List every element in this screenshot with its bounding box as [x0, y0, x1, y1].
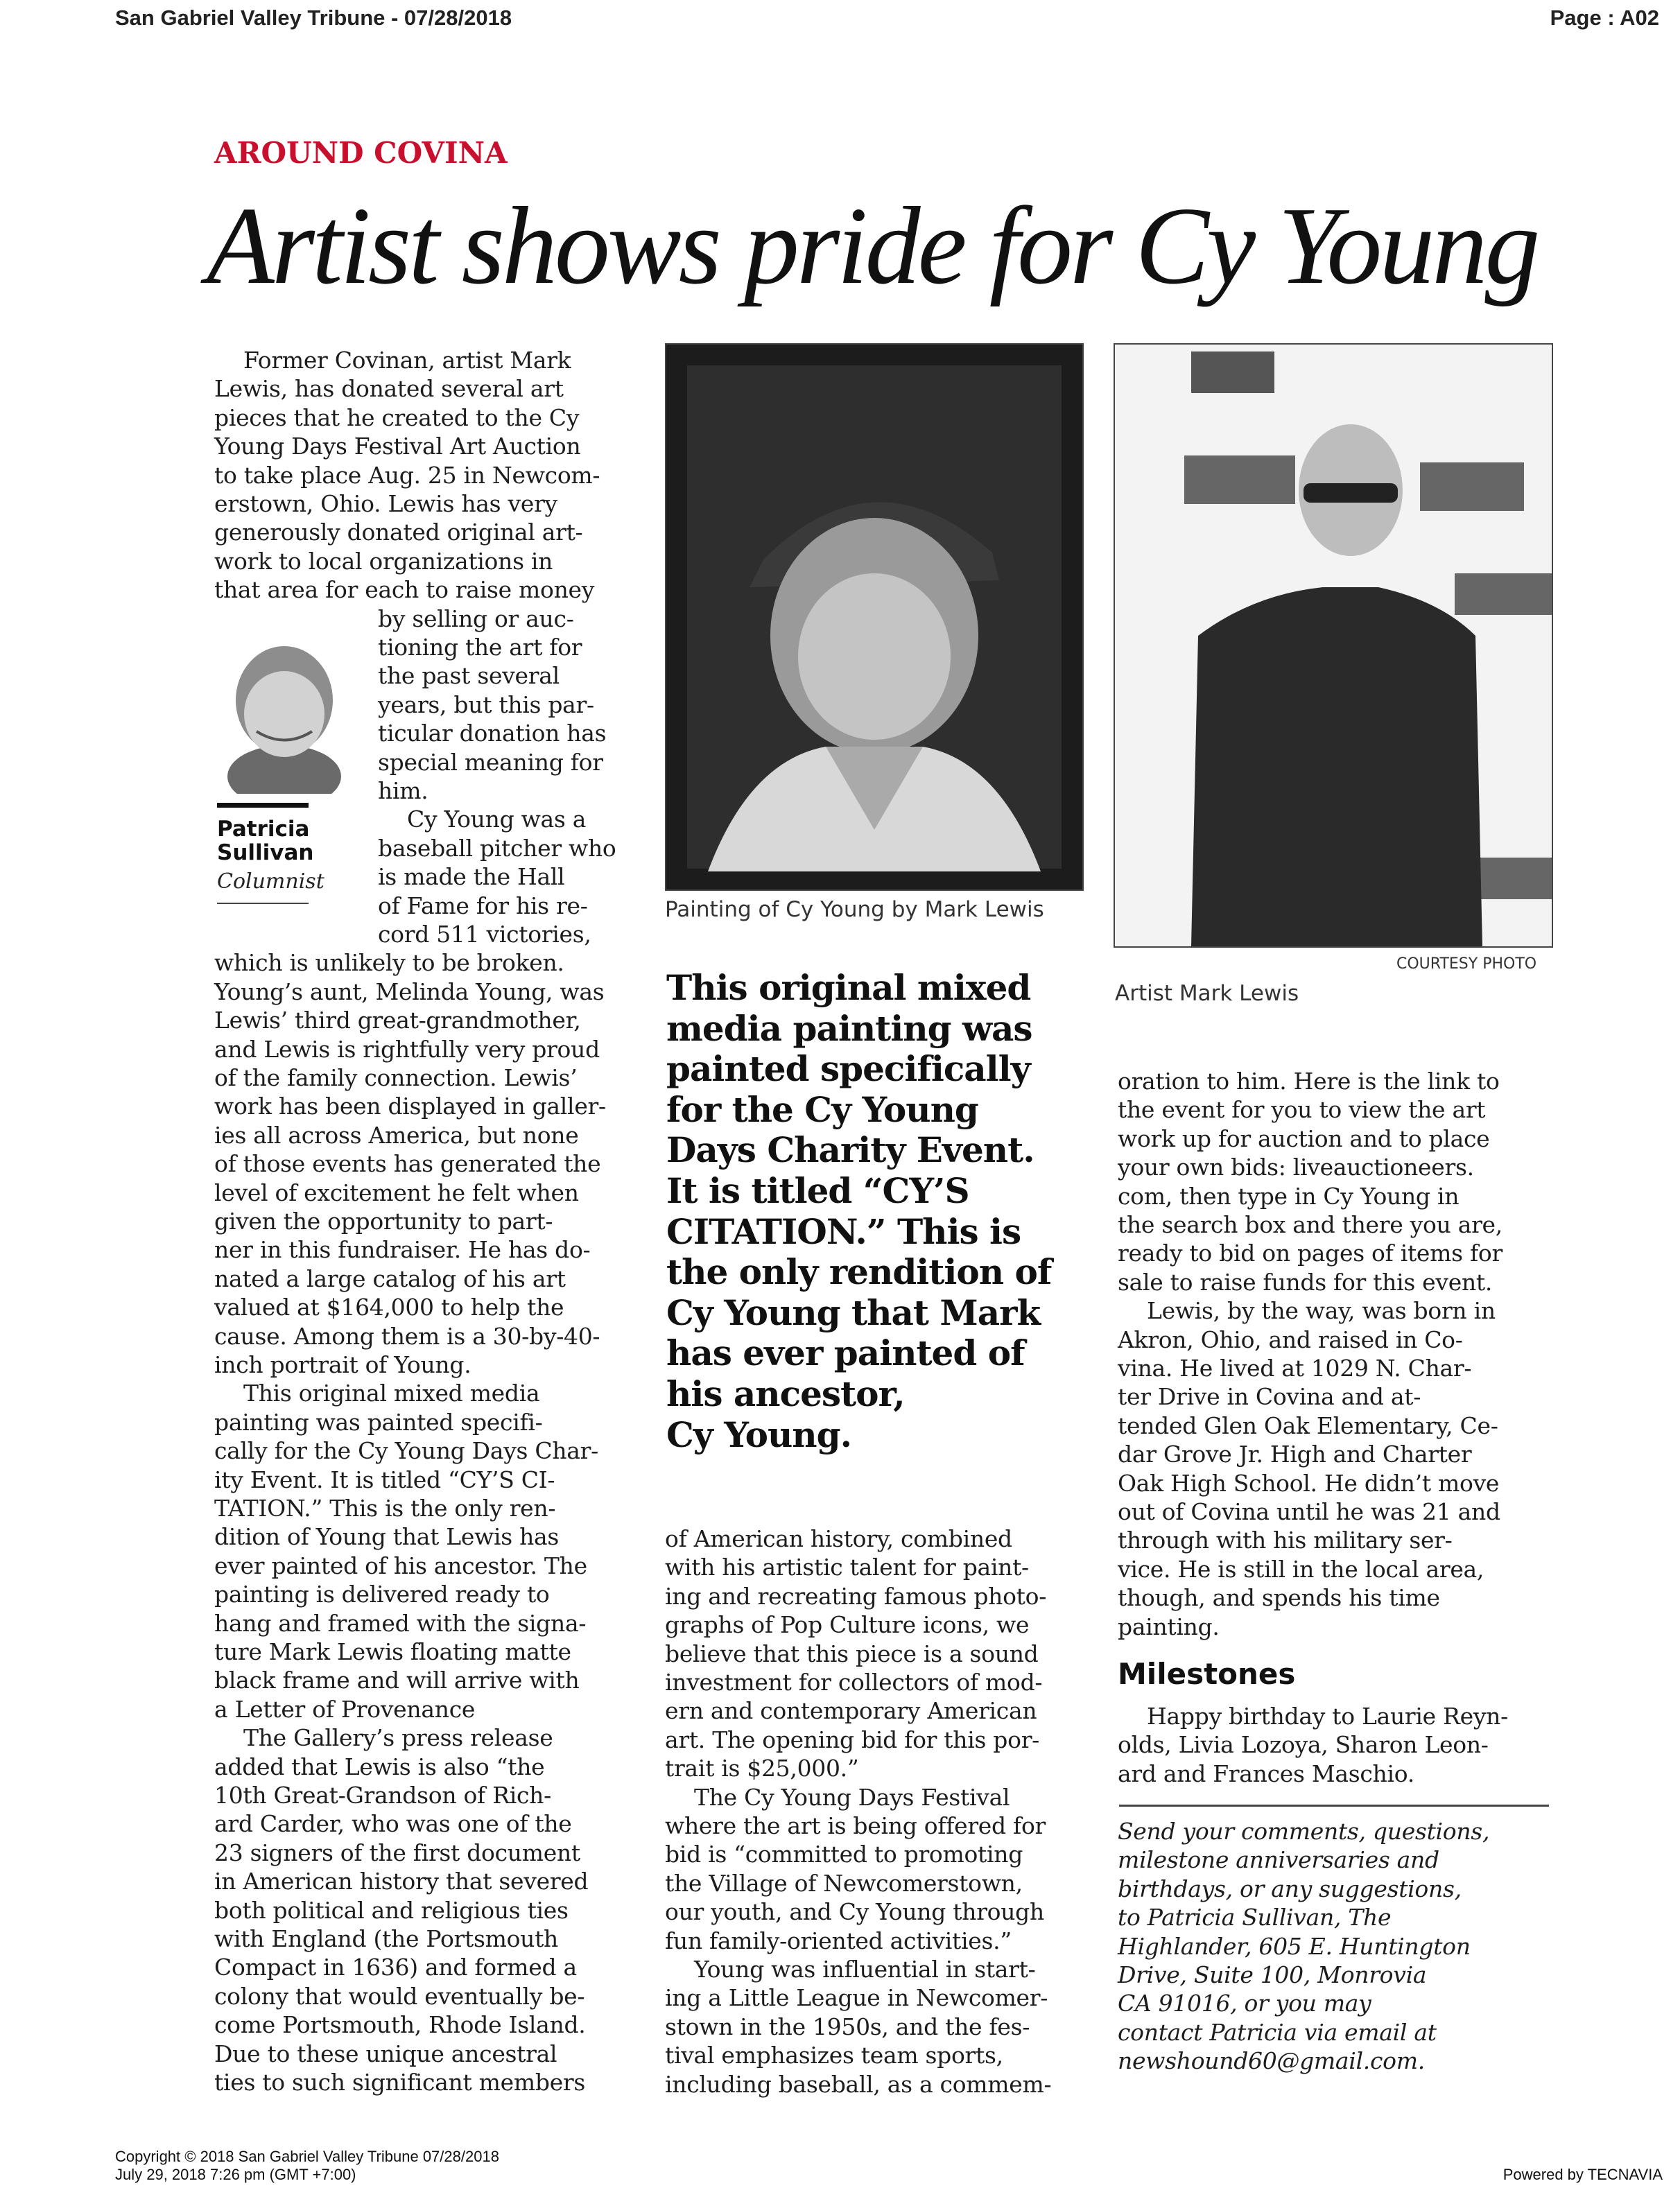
- text-line: sale to raise funds for this event.: [1118, 1268, 1493, 1296]
- text-line: inch portrait of Young.: [214, 1351, 471, 1378]
- text-line: of those events has generated the: [214, 1150, 601, 1178]
- text-line: vice. He is still in the local area,: [1118, 1555, 1484, 1583]
- text-line: the Village of Newcomerstown,: [665, 1869, 1023, 1897]
- headline: Artist shows pride for Cy Young: [207, 184, 1538, 307]
- photo-credit: COURTESY PHOTO: [1396, 955, 1537, 973]
- text-line: ready to bid on pages of items for: [1118, 1240, 1503, 1267]
- text-line: out of Covina until he was 21 and: [1118, 1498, 1500, 1525]
- painting-of-cy-young: [665, 343, 1084, 891]
- text-line: ies all across America, but none: [214, 1121, 579, 1149]
- text-line: black frame and will arrive with: [214, 1667, 580, 1694]
- publication-header: San Gabriel Valley Tribune - 07/28/2018: [115, 6, 512, 30]
- section-kicker: AROUND COVINA: [214, 136, 508, 170]
- text-line: vina. He lived at 1029 N. Char-: [1118, 1355, 1472, 1382]
- text-line: through with his military ser-: [1118, 1527, 1453, 1554]
- text-line: your own bids: liveauctioneers.: [1118, 1154, 1474, 1181]
- text-line: by selling or auc-: [378, 605, 574, 632]
- text-line: baseball pitcher who: [378, 834, 616, 862]
- text-line: Oak High School. He didn’t move: [1118, 1469, 1500, 1497]
- text-line: cord 511 victories,: [378, 921, 591, 948]
- text-line: ing a Little League in Newcomer-: [665, 1984, 1048, 2012]
- byline-last-name: Sullivan: [217, 840, 314, 865]
- text-line: CITATION.” This is: [666, 1210, 1021, 1252]
- text-line: of the family connection. Lewis’: [214, 1064, 578, 1091]
- text-line: media painting was: [666, 1007, 1032, 1049]
- text-line: 23 signers of the first document: [214, 1839, 580, 1866]
- text-line: stown in the 1950s, and the fes-: [665, 2013, 1030, 2040]
- text-line: come Portsmouth, Rhode Island.: [214, 2011, 586, 2039]
- byline-first-name: Patricia: [217, 817, 310, 842]
- text-line: Cy Young that Mark: [666, 1292, 1041, 1333]
- text-line: the only rendition of: [666, 1251, 1052, 1293]
- text-line: ticular donation has: [378, 720, 607, 747]
- columnist-portrait: [225, 634, 343, 794]
- text-line: Young Days Festival Art Auction: [214, 433, 581, 460]
- text-line: ity Event. It is titled “CY’S CI-: [214, 1466, 555, 1493]
- text-line: Young was influential in start-: [694, 1956, 1036, 1983]
- byline-rule: [217, 803, 309, 808]
- text-line: given the opportunity to part-: [214, 1208, 553, 1235]
- text-line: ever painted of his ancestor. The: [214, 1552, 587, 1579]
- text-line: the event for you to view the art: [1118, 1096, 1486, 1124]
- text-line: special meaning for: [378, 748, 603, 776]
- photo-caption: Artist Mark Lewis: [1115, 981, 1299, 1006]
- text-line: Send your comments, questions,: [1118, 1818, 1490, 1845]
- text-line: of American history, combined: [665, 1525, 1012, 1552]
- text-line: ner in this fundraiser. He has do-: [214, 1236, 591, 1264]
- text-line: generously donated original art-: [214, 519, 583, 546]
- text-line: newshound60@gmail.com.: [1118, 2047, 1425, 2075]
- text-line: ing and recreating famous photo-: [665, 1582, 1047, 1610]
- text-line: The Gallery’s press release: [243, 1724, 553, 1752]
- text-line: trait is $25,000.”: [665, 1755, 859, 1782]
- text-line: dition of Young that Lewis has: [214, 1523, 560, 1551]
- text-line: of Fame for his re-: [378, 892, 588, 919]
- text-line: years, but this par-: [378, 691, 594, 718]
- text-line: colony that would eventually be-: [214, 1982, 585, 2010]
- text-line: painting.: [1118, 1613, 1220, 1640]
- text-line: Highlander, 605 E. Huntington: [1118, 1932, 1471, 1960]
- text-line: olds, Livia Lozoya, Sharon Leon-: [1118, 1731, 1489, 1759]
- text-line: the search box and there you are,: [1118, 1211, 1503, 1238]
- text-line: is made the Hall: [378, 863, 565, 891]
- text-line: our youth, and Cy Young through: [665, 1898, 1044, 1926]
- text-line: where the art is being offered for: [665, 1812, 1046, 1839]
- text-line: CA 91016, or you may: [1118, 1990, 1371, 2017]
- text-line: added that Lewis is also “the: [214, 1753, 545, 1780]
- text-line: Young’s aunt, Melinda Young, was: [214, 978, 605, 1005]
- text-line: to take place Aug. 25 in Newcom-: [214, 461, 600, 489]
- text-line: work to local organizations in: [214, 547, 553, 575]
- text-line: tended Glen Oak Elementary, Ce-: [1118, 1412, 1498, 1439]
- text-line: Due to these unique ancestral: [214, 2040, 557, 2067]
- text-line: art. The opening bid for this por-: [665, 1726, 1040, 1753]
- text-line: painting is delivered ready to: [214, 1581, 550, 1608]
- text-line: pieces that he created to the Cy: [214, 403, 580, 431]
- text-line: cause. Among them is a 30-by-40-: [214, 1322, 600, 1350]
- text-line: contact Patricia via email at: [1118, 2018, 1437, 2046]
- footer-printed-date: July 29, 2018 7:26 pm (GMT +7:00): [115, 2166, 356, 2183]
- text-line: level of excitement he felt when: [214, 1179, 579, 1206]
- text-line: in American history that severed: [214, 1868, 589, 1895]
- text-line: ture Mark Lewis floating matte: [214, 1638, 571, 1665]
- text-line: hang and framed with the signa-: [214, 1609, 587, 1637]
- text-line: valued at $164,000 to help the: [214, 1294, 564, 1321]
- text-line: Lewis, has donated several art: [214, 375, 564, 403]
- text-line: work up for auction and to place: [1118, 1124, 1490, 1152]
- text-line: bid is “committed to promoting: [665, 1841, 1023, 1868]
- text-line: that area for each to raise money: [214, 576, 595, 604]
- footer-powered-by: Powered by TECNAVIA: [1503, 2166, 1663, 2183]
- text-line: believe that this piece is a sound: [665, 1640, 1039, 1667]
- text-line: fun family-oriented activities.”: [665, 1927, 1012, 1954]
- text-line: ter Drive in Covina and at-: [1118, 1383, 1421, 1411]
- text-line: investment for collectors of mod-: [665, 1669, 1043, 1696]
- text-line: TATION.” This is the only ren-: [214, 1495, 556, 1522]
- text-line: though, and spends his time: [1118, 1584, 1440, 1612]
- artist-photo-image: [1115, 345, 1552, 946]
- text-line: milestone anniversaries and: [1118, 1846, 1439, 1874]
- text-line: dar Grove Jr. High and Charter: [1118, 1441, 1472, 1468]
- text-line: has ever painted of: [666, 1332, 1025, 1374]
- byline-role: Columnist: [217, 869, 324, 894]
- milestones-heading: Milestones: [1118, 1657, 1296, 1691]
- text-line: ties to such significant members: [214, 2069, 586, 2096]
- text-line: and Lewis is rightfully very proud: [214, 1035, 600, 1063]
- text-line: nated a large catalog of his art: [214, 1265, 566, 1292]
- text-line: with his artistic talent for paint-: [665, 1554, 1029, 1581]
- text-line: This original mixed media: [243, 1380, 540, 1407]
- text-line: Lewis’ third great-grandmother,: [214, 1007, 581, 1034]
- text-line: tival emphasizes team sports,: [665, 2042, 1003, 2069]
- text-line: erstown, Ohio. Lewis has very: [214, 490, 557, 517]
- text-line: to Patricia Sullivan, The: [1118, 1904, 1392, 1931]
- text-line: This original mixed: [666, 967, 1031, 1008]
- text-line: his ancestor,: [666, 1373, 905, 1414]
- byline-bottom-rule: [217, 903, 309, 904]
- text-line: for the Cy Young: [666, 1088, 978, 1130]
- text-line: ern and contemporary American: [665, 1697, 1037, 1725]
- text-line: the past several: [378, 662, 560, 690]
- text-line: including baseball, as a commem-: [665, 2070, 1052, 2098]
- contact-divider: [1119, 1805, 1549, 1807]
- text-line: Akron, Ohio, and raised in Co-: [1118, 1326, 1463, 1353]
- text-line: tioning the art for: [378, 634, 582, 661]
- text-line: him.: [378, 777, 428, 804]
- text-line: It is titled “CY’S: [666, 1170, 969, 1211]
- text-line: both political and religious ties: [214, 1896, 569, 1924]
- painting-caption: Painting of Cy Young by Mark Lewis: [665, 897, 1044, 922]
- text-line: which is unlikely to be broken.: [214, 949, 564, 977]
- text-line: Cy Young.: [666, 1414, 852, 1455]
- text-line: a Letter of Provenance: [214, 1695, 476, 1723]
- text-line: oration to him. Here is the link to: [1118, 1068, 1500, 1095]
- text-line: work has been displayed in galler-: [214, 1093, 606, 1120]
- text-line: Compact in 1636) and formed a: [214, 1954, 577, 1981]
- painting-image: [666, 345, 1082, 889]
- text-line: com, then type in Cy Young in: [1118, 1182, 1460, 1210]
- text-line: painted specifically: [666, 1048, 1030, 1090]
- text-line: Drive, Suite 100, Monrovia: [1118, 1961, 1427, 1988]
- page-number: Page : A02: [1550, 6, 1659, 30]
- footer-copyright: Copyright © 2018 San Gabriel Valley Tribune 07/28/2018: [115, 2148, 499, 2165]
- text-line: ard and Frances Maschio.: [1118, 1760, 1414, 1787]
- text-line: Cy Young was a: [407, 806, 587, 833]
- text-line: Former Covinan, artist Mark: [243, 347, 571, 374]
- text-line: painting was painted specifi-: [214, 1408, 543, 1436]
- artist-photo: [1114, 343, 1553, 948]
- text-line: ard Carder, who was one of the: [214, 1810, 572, 1838]
- text-line: graphs of Pop Culture icons, we: [665, 1611, 1030, 1639]
- text-line: Days Charity Event.: [666, 1129, 1034, 1171]
- text-line: birthdays, or any suggestions,: [1118, 1875, 1462, 1902]
- text-line: Happy birthday to Laurie Reyn-: [1147, 1703, 1508, 1730]
- text-line: The Cy Young Days Festival: [694, 1783, 1010, 1811]
- text-line: cally for the Cy Young Days Char-: [214, 1437, 598, 1465]
- text-line: Lewis, by the way, was born in: [1147, 1297, 1496, 1325]
- text-line: with England (the Portsmouth: [214, 1925, 559, 1952]
- text-line: 10th Great-Grandson of Rich-: [214, 1782, 551, 1809]
